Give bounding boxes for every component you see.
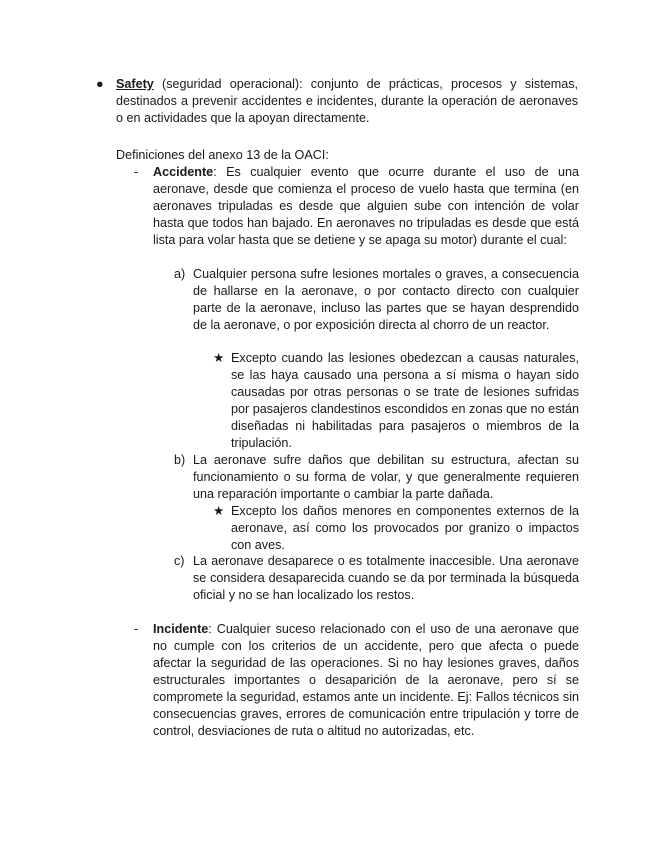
accidente-item-a-note: Excepto cuando las lesiones obedezcan a causas naturales, se las haya causado una persona a sí misma o hayan sido causadas por otras personas o se trate de lesiones sufridas por pasajeros clandestinos escondidos en zonas que no están diseñadas ni habilitadas para pasajeros o miembros de la tripulación. <box>231 351 579 450</box>
accidente-item-c: La aeronave desaparece o es totalmente inaccesible. Una aeronave se considera desaparecida cuando se da por terminada la búsqueda oficial y no se han localizado los restos. <box>193 554 579 602</box>
accidente-text: : Es cualquier evento que ocurre durante el uso de una aeronave, desde que comienza el proceso de vuelo hasta que termina (en aeronaves tripuladas es desde que alguien sube con intención de volar hasta que todos han bajado. En aeronaves no tripuladas es desde que está lista para volar hasta que se detiene y se apaga su motor) durante el cual: <box>153 165 579 247</box>
star-icon: ★ <box>213 351 225 365</box>
definitions-title: Definiciones del anexo 13 de la OACI: <box>116 148 329 162</box>
list-marker-a: a) <box>174 267 186 281</box>
list-marker-b: b) <box>174 453 186 467</box>
incidente-definition <box>153 621 579 740</box>
accidente-item-a: Cualquier persona sufre lesiones mortales o graves, a consecuencia de hallarse en la aeronave, o por contacto directo con cualquier parte de la aeronave, incluso las partes que se hayan desprendido de la aeronave, o por exposición directa al chorro de un reactor. <box>193 267 579 332</box>
accidente-item-b-note: Excepto los daños menores en componentes externos de la aeronave, así como los provocados por granizo o impactos con aves. <box>231 504 579 552</box>
safety-definition <box>116 76 578 127</box>
dash-marker: - <box>134 622 139 636</box>
accidente-definition <box>153 164 579 249</box>
star-icon: ★ <box>213 504 225 518</box>
incidente-text: : Cualquier suceso relacionado con el uso de una aeronave que no cumple con los criterios de un accidente, pero que afecta o puede afectar la seguridad de las operaciones. Si no hay lesiones graves, daños estructurales importantes o desaparición de la aeronave, pero sí se compromete la seguridad, estamos ante un incidente. Ej: Fallos técnicos sin consecuencias graves, errores de comunicación entre tripulación y torre de control, desviaciones de ruta o altitud no autorizadas, etc. <box>153 622 579 738</box>
accidente-term: Accidente <box>153 165 214 179</box>
safety-text: (seguridad operacional): conjunto de prácticas, procesos y sistemas, destinados a prevenir accidentes e incidentes, durante la operación de aeronaves o en actividades que la apoyan directamente. <box>116 77 578 125</box>
accidente-item-b: La aeronave sufre daños que debilitan su estructura, afectan su funcionamiento o su forma de volar, y que generalmente requieren una reparación importante o cambiar la parte dañada. <box>193 453 579 501</box>
list-marker-c: c) <box>174 554 185 568</box>
incidente-term: Incidente <box>153 622 209 636</box>
bullet-icon: ● <box>96 77 104 91</box>
dash-marker: - <box>134 165 139 179</box>
safety-term: Safety <box>116 77 154 91</box>
